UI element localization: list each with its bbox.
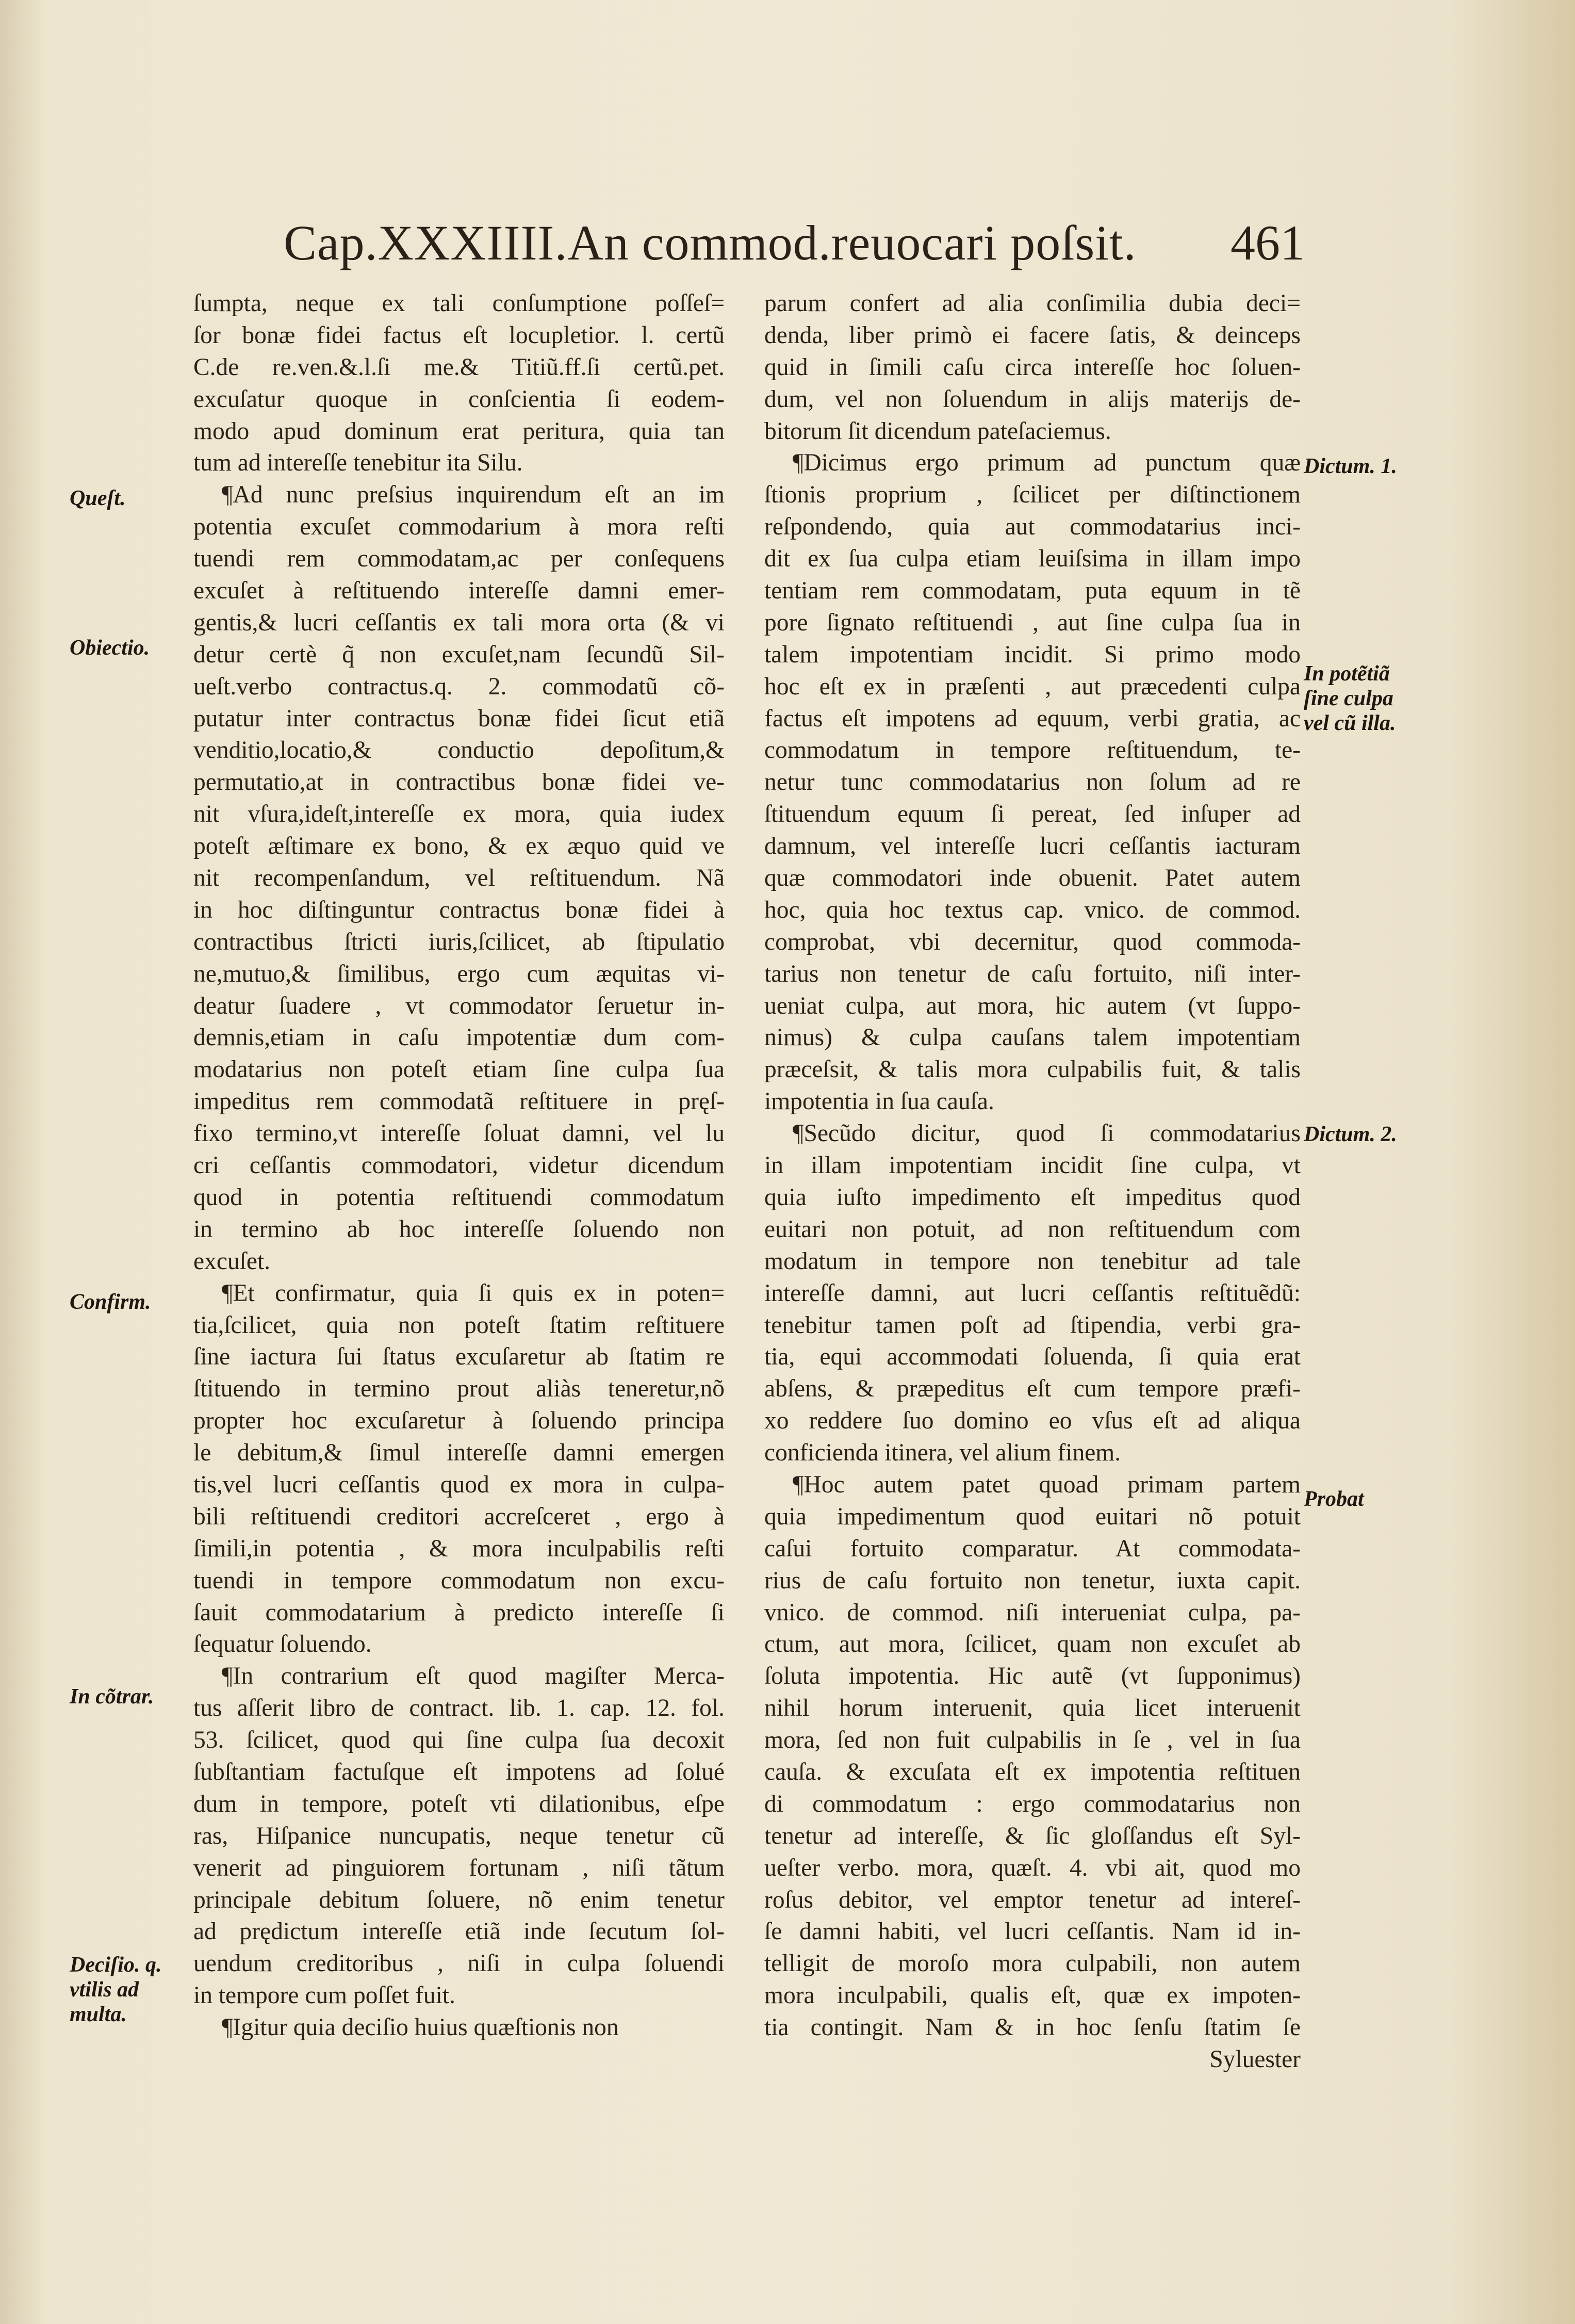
left-column-line: ſequatur ſoluendo. [193,1631,372,1658]
right-column-line: denda, liber primò ei facere ſatis, & deinceps [764,321,1301,349]
left-column-line: C.de re.ven.&.l.ſi me.& Titiũ.ff.ſi certũ.pet. [193,353,725,381]
left-column-line: ad prędictum intereſſe etiã inde ſecutum ſol- [193,1918,725,1945]
margin-note-dictum-1: Dictum. 1. [1304,454,1397,478]
right-column-line: commodatum in tempore reſtituendum, te- [764,737,1301,764]
right-column-line: parum confert ad alia conſimilia dubia deci= [764,290,1301,317]
left-column-line: ſor bonæ fidei factus eſt locupletior. l. certũ [193,321,725,349]
left-column-line: ſimili,in potentia , & mora inculpabilis reſti [193,1535,725,1562]
right-column-line: di commodatum : ergo commodatarius non [764,1790,1301,1817]
margin-note-decisio-line-1: Deciſio. q. [70,1953,162,1977]
right-column-line: xo reddere ſuo domino eo vſus eſt ad aliqua [764,1407,1301,1435]
right-column-line: ueniat culpa, aut mora, hic autem (vt ſuppo- [764,992,1301,1019]
left-column-line: venerit ad pinguiorem fortunam , niſi tãtum [193,1854,725,1881]
right-column-line: ¶Secũdo dicitur, quod ſi commodatarius [793,1120,1301,1147]
left-column-line: putatur inter contractus bonæ fidei ſicut etiã [193,705,725,732]
right-column-line: impotentia in ſua cauſa. [764,1088,994,1115]
left-column-line: ¶Ad nunc preſsius inquirendum eſt an im [222,481,725,509]
left-column-line: tuendi rem commodatam,ac per conſequens [193,545,725,573]
margin-note-decisio-line-2: vtilis ad [70,1978,139,2002]
left-column-line: impeditus rem commodatã reſtituere in pręſ- [193,1088,725,1115]
right-column-line: ſoluta impotentia. Hic autẽ (vt ſupponimus) [764,1663,1301,1690]
left-column-line: potentia excuſet commodarium à mora reſti [193,513,725,541]
margin-note-decisio-line-3: multa. [70,2003,127,2026]
right-column-line: ſtituendum equum ſi pereat, ſed inſuper ad [764,801,1301,828]
right-column-line: quia impedimentum quod euitari nõ potuit [764,1503,1301,1530]
right-column-line: vnico. de commod. niſi interueniat culpa, pa- [764,1599,1301,1626]
left-column-line: uendum creditoribus , niſi in culpa ſoluendi [193,1950,725,1977]
right-column-line: ¶Dicimus ergo primum ad punctum quæ [793,449,1301,477]
left-column-line: bili reſtituendi creditori accreſceret , ergo à [193,1503,725,1530]
right-column-line: hoc, quia hoc textus cap. vnico. de commod. [764,896,1301,923]
right-column-line: dit ex ſua culpa etiam leuiſsima in illam impo [764,545,1301,573]
left-column-line: ¶Igitur quia deciſio huius quæſtionis non [222,2014,619,2041]
left-column-line: cri ceſſantis commodatori, videtur dicendum [193,1152,725,1179]
right-column-line: hoc eſt ex in præſenti , aut præcedenti culpa [764,673,1301,700]
margin-note-obiectio: Obiectio. [70,636,150,660]
left-column-line: ſtituendo in termino prout aliàs teneretur,nõ [193,1375,725,1403]
right-column-line: talem impotentiam incidit. Si primo modo [764,641,1301,668]
margin-note-in-potentia-line-3: vel cũ illa. [1304,711,1396,735]
left-column-line: excuſet. [193,1247,271,1275]
page-number: 461 [1231,215,1305,270]
right-column-line: nimus) & culpa cauſans talem impotentiam [764,1024,1301,1051]
running-title: Cap.XXXIIII.An commod.reuocari poſsit. [284,215,1137,270]
margin-note-decisio [70,1953,161,2027]
left-column-line: excuſet à reſtituendo intereſſe damni emer- [193,577,725,605]
right-column-line: comprobat, vbi decernitur, quod commoda- [764,928,1301,955]
right-column-line: dum, vel non ſoluendum in alijs materijs de- [764,385,1301,413]
right-column-line: quæ commodatori inde obuenit. Patet autem [764,865,1301,892]
right-column-line: modatum in tempore non tenebitur ad tale [764,1247,1301,1275]
left-column-line: ne,mutuo,& ſimilibus, ergo cum æquitas vi- [193,960,725,987]
left-column-line: deatur ſuadere , vt commodator ſeruetur in- [193,992,725,1019]
left-column-line: in tempore cum poſſet fuit. [193,1982,455,2009]
left-column-line: nit vſura,ideſt,intereſſe ex mora, quia iudex [193,801,725,828]
left-column-line: le debitum,& ſimul intereſſe damni emergen [193,1439,725,1467]
right-column-line: bitorum ſit dicendum pateſaciemus. [764,417,1111,445]
left-column-line: tis,vel lucri ceſſantis quod ex mora in culpa- [193,1471,725,1498]
right-column-line: rius de caſu fortuito non tenetur, iuxta capit. [764,1567,1301,1594]
right-column-line: netur tunc commodatarius non ſolum ad re [764,769,1301,796]
left-column-line: excuſatur quoque in conſcientia ſi eodem- [193,385,725,413]
right-column-line: quid in ſimili caſu circa intereſſe hoc ſoluen- [764,353,1301,381]
margin-note-probat: Probat [1304,1487,1364,1511]
right-column-line: Syluester [1209,2045,1301,2073]
left-column-line: ſauit commodatarium à predicto intereſſe ſi [193,1599,725,1626]
right-column-line: ſe damni habiti, vel lucri ceſſantis. Nam id in- [764,1918,1301,1945]
right-column-line: nihil horum interuenit, quia licet interuenit [764,1695,1301,1722]
left-column-line: venditio,locatio,& conductio depoſitum,& [193,737,725,764]
left-column-line: principale debitum ſoluere, nõ enim tenetur [193,1886,725,1913]
left-text-column [193,288,725,2044]
left-column-line: poteſt æſtimare ex bono, & ex æquo quid ve [193,833,725,860]
right-column-line: tenebitur tamen poſt ad ſtipendia, verbi gra- [764,1311,1301,1339]
right-column-line: ſtionis proprium , ſcilicet per diſtinctionem [764,481,1301,509]
right-column-line: abſens, & præpeditus eſt cum tempore præfi- [764,1375,1301,1403]
left-column-line: modatarius non poteſt etiam ſine culpa ſua [193,1056,725,1083]
margin-note-quest: Queſt. [70,486,126,510]
left-column-line: 53. ſcilicet, quod qui ſine culpa ſua decoxit [193,1727,725,1754]
left-column-line: in termino ab hoc intereſſe ſoluendo non [193,1215,725,1243]
left-column-line: in hoc diſtinguntur contractus bonæ fidei à [193,896,725,923]
right-column-line: tia, equi accommodati ſoluenda, ſi quia erat [764,1343,1301,1371]
left-column-line: nit recompenſandum, vel reſtituendum. Nã [193,865,725,892]
left-column-line: ſine iactura ſui ſtatus excuſaretur ab ſtatim re [193,1343,725,1371]
right-column-line: telligit de moroſo mora culpabili, non autem [764,1950,1301,1977]
right-column-line: intereſſe damni, aut lucri ceſſantis reſtituẽdũ: [764,1279,1301,1307]
left-column-line: permutatio,at in contractibus bonæ fidei ve- [193,769,725,796]
margin-note-in-potentia-line-2: ſine culpa [1304,687,1393,710]
right-column-line: tia contingit. Nam & in hoc ſenſu ſtatim ſe [764,2014,1301,2041]
right-column-line: euitari non potuit, ad non reſtituendum com [764,1215,1301,1243]
left-column-line: ſubſtantiam factuſque eſt impotens ad ſolué [193,1758,725,1785]
left-column-line: ras, Hiſpanice nuncupatis, neque tenetur cũ [193,1822,725,1849]
right-column-line: caſui fortuito comparatur. At commodata- [764,1535,1301,1562]
right-column-line: quia iuſto impedimento eſt impeditus quod [764,1183,1301,1211]
right-column-line: in illam impotentiam incidit ſine culpa, vt [764,1152,1301,1179]
right-column-line: ueſter verbo. mora, quæſt. 4. vbi ait, quod mo [764,1854,1301,1881]
margin-note-in-potentia [1304,661,1396,736]
left-column-line: dum in tempore, poteſt vti dilationibus, eſpe [193,1790,725,1817]
right-column-line: tentiam rem commodatam, puta equum in tẽ [764,577,1301,605]
left-column-line: modo apud dominum erat peritura, quia tan [193,417,725,445]
page-header [284,214,1305,281]
right-column-line: tenetur ad intereſſe, & ſic gloſſandus eſt Syl- [764,1822,1301,1849]
right-column-line: factus eſt impotens ad equum, verbi gratia, ac [764,705,1301,732]
left-column-line: contractibus ſtricti iuris,ſcilicet, ab ſtipulatio [193,928,725,955]
right-column-line: conficienda itinera, vel alium finem. [764,1439,1121,1467]
left-column-line: propter hoc excuſaretur à ſoluendo principa [193,1407,725,1435]
right-column-line: reſpondendo, quia aut commodatarius inci- [764,513,1301,541]
right-column-line: pore ſignato reſtituendi , aut ſine culpa ſua in [764,609,1301,636]
right-column-line: mora inculpabili, qualis eſt, quæ ex impoten- [764,1982,1301,2009]
left-column-line: tus aſſerit libro de contract. lib. 1. cap. 12. fol. [193,1695,725,1722]
right-column-line: roſus debitor, vel emptor tenetur ad intereſ- [764,1886,1301,1913]
left-column-line: quod in potentia reſtituendi commodatum [193,1183,725,1211]
left-column-line: ¶In contrarium eſt quod magiſter Merca- [222,1663,725,1690]
right-text-column [764,288,1301,2076]
left-column-line: demnis,etiam in caſu impotentiæ dum com- [193,1024,725,1051]
left-column-line: tia,ſcilicet, quia non poteſt ſtatim reſtituere [193,1311,725,1339]
right-column-line: mora, ſed non fuit culpabilis in ſe , vel in ſua [764,1727,1301,1754]
left-column-line: tum ad intereſſe tenebitur ita Silu. [193,449,523,477]
left-column-line: detur certè q̃ non excuſet,nam ſecundũ Sil- [193,641,725,668]
margin-note-in-contrar: In cõtrar. [70,1685,154,1709]
margin-note-confirm: Confirm. [70,1290,151,1314]
right-column-line: ¶Hoc autem patet quoad primam partem [793,1471,1301,1498]
left-column-line: ueſt.verbo contractus.q. 2. commodatũ cõ- [193,673,725,700]
right-column-line: ctum, aut mora, ſcilicet, quam non excuſet ab [764,1631,1301,1658]
right-column-line: præceſsit, & talis mora culpabilis fuit, & talis [764,1056,1301,1083]
right-column-line: damnum, vel intereſſe lucri ceſſantis iacturam [764,833,1301,860]
left-column-line: gentis,& lucri ceſſantis ex tali mora orta (& vi [193,609,725,636]
left-column-line: ¶Et confirmatur, quia ſi quis ex in poten= [222,1279,725,1307]
right-column-line: cauſa. & excuſata eſt ex impotentia reſtituen [764,1758,1301,1785]
left-column-line: ſumpta, neque ex tali conſumptione poſſeſ= [193,290,725,317]
margin-note-in-potentia-line-1: In potẽtiã [1304,662,1390,686]
margin-note-dictum-2: Dictum. 2. [1304,1123,1397,1146]
right-column-line: tarius non tenetur de caſu fortuito, niſi inter- [764,960,1301,987]
left-column-line: fixo termino,vt intereſſe ſoluat damni, vel lu [193,1120,725,1147]
left-column-line: tuendi in tempore commodatum non excu- [193,1567,725,1594]
